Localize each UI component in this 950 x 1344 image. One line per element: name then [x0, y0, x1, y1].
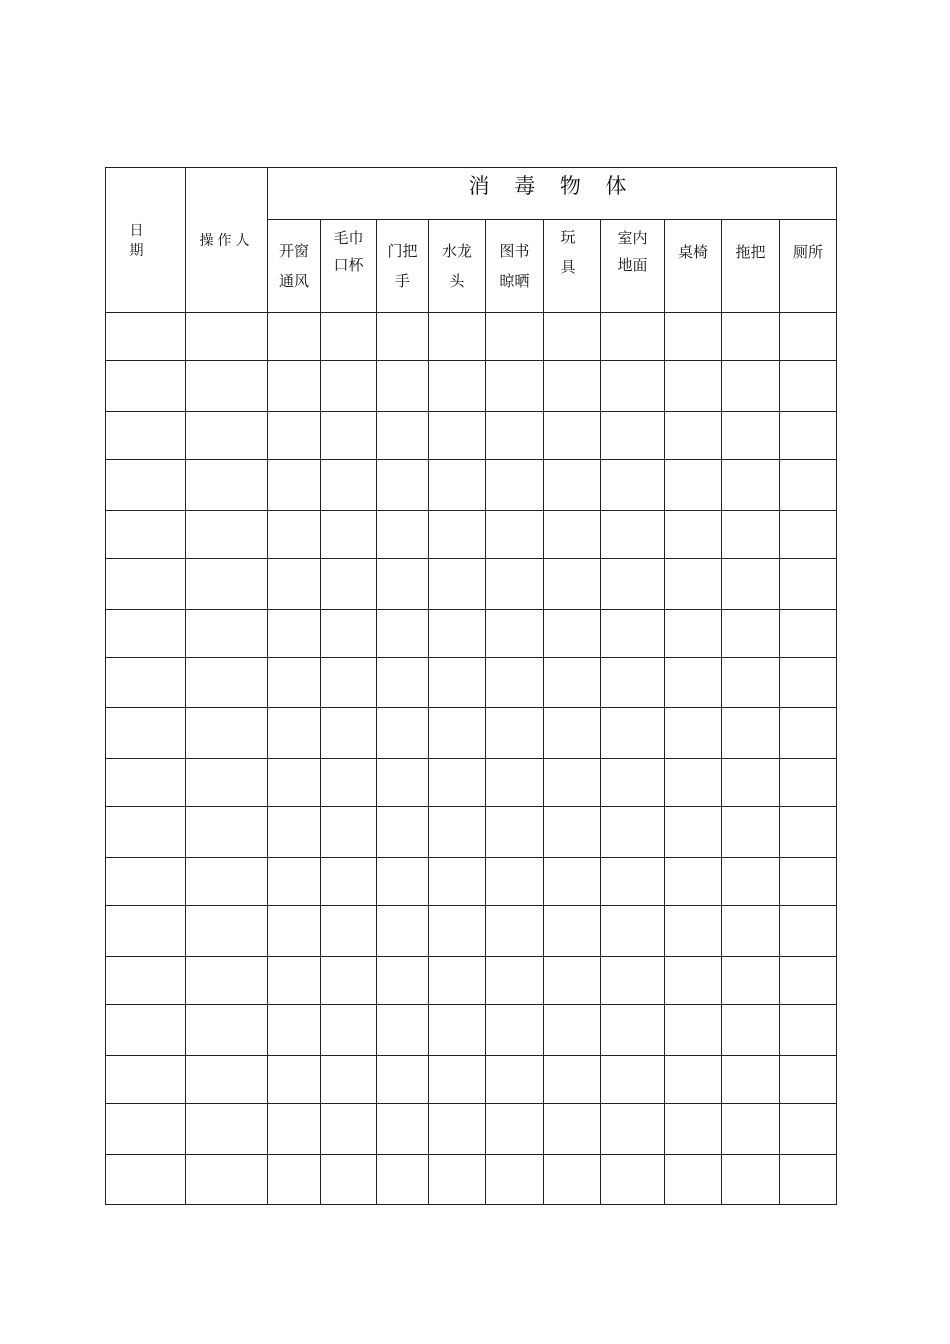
table-cell[interactable] — [544, 957, 601, 1005]
table-cell[interactable] — [601, 658, 665, 708]
column-header-window-ventilation: 开窗 通风 — [268, 220, 321, 313]
table-cell[interactable] — [186, 906, 268, 957]
table-cell[interactable] — [429, 759, 486, 807]
table-cell[interactable] — [321, 1155, 377, 1205]
table-cell[interactable] — [601, 313, 665, 361]
table-cell[interactable] — [665, 610, 722, 658]
disinfection-record-table — [105, 167, 837, 1205]
table-cell[interactable] — [186, 313, 268, 361]
table-cell[interactable] — [665, 708, 722, 759]
table-cell[interactable] — [780, 807, 837, 858]
table-cell[interactable] — [321, 361, 377, 412]
table-cell[interactable] — [544, 1155, 601, 1205]
table-cell[interactable] — [106, 858, 186, 906]
table-row — [106, 361, 837, 412]
table-cell[interactable] — [429, 708, 486, 759]
table-cell[interactable] — [544, 460, 601, 511]
table-cell[interactable] — [429, 1056, 486, 1104]
table-cell[interactable] — [186, 759, 268, 807]
table-cell[interactable] — [722, 906, 780, 957]
table-cell[interactable] — [544, 759, 601, 807]
table-row — [106, 610, 837, 658]
table-cell[interactable] — [377, 559, 429, 610]
table-cell[interactable] — [780, 313, 837, 361]
column-header-toys: 玩 具 — [544, 220, 601, 313]
table-cell[interactable] — [321, 708, 377, 759]
table-row — [106, 1005, 837, 1056]
table-cell[interactable] — [268, 807, 321, 858]
table-cell[interactable] — [429, 1104, 486, 1155]
table-cell[interactable] — [321, 511, 377, 559]
table-cell[interactable] — [106, 361, 186, 412]
column-header-faucet: 水龙 头 — [429, 220, 486, 313]
table-cell[interactable] — [186, 559, 268, 610]
table-cell[interactable] — [722, 361, 780, 412]
table-cell[interactable] — [377, 807, 429, 858]
table-cell[interactable] — [665, 807, 722, 858]
table-row — [106, 957, 837, 1005]
table-cell[interactable] — [544, 361, 601, 412]
table-cell[interactable] — [665, 759, 722, 807]
table-cell[interactable] — [486, 1104, 544, 1155]
table-cell[interactable] — [106, 1056, 186, 1104]
table-cell[interactable] — [780, 610, 837, 658]
table-cell[interactable] — [544, 559, 601, 610]
table-cell[interactable] — [601, 858, 665, 906]
table-cell[interactable] — [722, 957, 780, 1005]
table-cell[interactable] — [722, 1005, 780, 1056]
table-cell[interactable] — [106, 1155, 186, 1205]
table-cell[interactable] — [321, 313, 377, 361]
table-cell[interactable] — [186, 1056, 268, 1104]
table-cell[interactable] — [722, 658, 780, 708]
table-cell[interactable] — [665, 559, 722, 610]
disinfection-objects-title — [268, 168, 837, 220]
table-cell[interactable] — [268, 559, 321, 610]
table-cell[interactable] — [268, 1104, 321, 1155]
table-cell[interactable] — [429, 361, 486, 412]
table-cell[interactable] — [780, 858, 837, 906]
table-cell[interactable] — [601, 759, 665, 807]
table-cell[interactable] — [429, 412, 486, 460]
table-cell[interactable] — [321, 559, 377, 610]
table-cell[interactable] — [544, 412, 601, 460]
table-cell[interactable] — [429, 858, 486, 906]
table-cell[interactable] — [268, 759, 321, 807]
table-row — [106, 1104, 837, 1155]
table-cell[interactable] — [106, 460, 186, 511]
table-cell[interactable] — [486, 957, 544, 1005]
table-cell[interactable] — [429, 1155, 486, 1205]
table-cell[interactable] — [601, 906, 665, 957]
table-cell[interactable] — [486, 1005, 544, 1056]
table-cell[interactable] — [722, 1155, 780, 1205]
table-cell[interactable] — [722, 313, 780, 361]
table-cell[interactable] — [486, 460, 544, 511]
table-cell[interactable] — [377, 708, 429, 759]
table-cell[interactable] — [486, 858, 544, 906]
table-row — [106, 313, 837, 361]
table-cell[interactable] — [665, 1005, 722, 1056]
table-cell[interactable] — [321, 858, 377, 906]
table-cell[interactable] — [486, 412, 544, 460]
table-cell[interactable] — [429, 1005, 486, 1056]
table-cell[interactable] — [268, 1155, 321, 1205]
table-cell[interactable] — [601, 807, 665, 858]
table-cell[interactable] — [486, 906, 544, 957]
table-cell[interactable] — [544, 610, 601, 658]
table-cell[interactable] — [268, 313, 321, 361]
table-cell[interactable] — [377, 1005, 429, 1056]
table-cell[interactable] — [268, 412, 321, 460]
table-cell[interactable] — [429, 906, 486, 957]
table-cell[interactable] — [601, 610, 665, 658]
table-cell[interactable] — [601, 559, 665, 610]
table-cell[interactable] — [186, 1104, 268, 1155]
table-cell[interactable] — [780, 511, 837, 559]
table-cell[interactable] — [722, 610, 780, 658]
table-cell[interactable] — [268, 658, 321, 708]
column-header-towel-cup: 毛巾 口杯 — [321, 220, 377, 313]
table-cell[interactable] — [722, 858, 780, 906]
table-cell[interactable] — [601, 1005, 665, 1056]
table-row — [106, 1155, 837, 1205]
table-cell[interactable] — [321, 906, 377, 957]
table-cell[interactable] — [601, 412, 665, 460]
table-cell[interactable] — [268, 906, 321, 957]
table-cell[interactable] — [780, 1104, 837, 1155]
table-cell[interactable] — [429, 313, 486, 361]
column-header-book-drying: 图书 晾晒 — [486, 220, 544, 313]
table-row — [106, 559, 837, 610]
table-cell[interactable] — [377, 957, 429, 1005]
table-row — [106, 858, 837, 906]
table-cell[interactable] — [106, 957, 186, 1005]
table-cell[interactable] — [268, 858, 321, 906]
table-cell[interactable] — [780, 759, 837, 807]
table-cell[interactable] — [601, 957, 665, 1005]
table-cell[interactable] — [106, 759, 186, 807]
table-cell[interactable] — [486, 361, 544, 412]
table-cell[interactable] — [321, 957, 377, 1005]
table-cell[interactable] — [268, 460, 321, 511]
title-text: 消 毒 物 体 — [468, 174, 636, 198]
table-cell[interactable] — [321, 610, 377, 658]
table-cell[interactable] — [601, 1155, 665, 1205]
table-cell[interactable] — [377, 906, 429, 957]
table-cell[interactable] — [377, 759, 429, 807]
table-cell[interactable] — [665, 361, 722, 412]
table-cell[interactable] — [377, 511, 429, 559]
table-cell[interactable] — [377, 610, 429, 658]
table-cell[interactable] — [544, 708, 601, 759]
column-header-indoor-floor: 室内 地面 — [601, 220, 665, 313]
table-cell[interactable] — [268, 511, 321, 559]
table-cell[interactable] — [106, 708, 186, 759]
table-cell[interactable] — [106, 313, 186, 361]
table-cell[interactable] — [722, 559, 780, 610]
table-cell[interactable] — [780, 460, 837, 511]
table-cell[interactable] — [665, 1155, 722, 1205]
table-cell[interactable] — [486, 511, 544, 559]
table-cell[interactable] — [268, 1005, 321, 1056]
table-cell[interactable] — [665, 412, 722, 460]
table-row — [106, 1056, 837, 1104]
table-cell[interactable] — [722, 460, 780, 511]
column-header-tables-chairs: 桌椅 — [665, 220, 722, 313]
table-cell[interactable] — [486, 610, 544, 658]
table-cell[interactable] — [665, 1056, 722, 1104]
table-cell[interactable] — [486, 313, 544, 361]
table-cell[interactable] — [544, 1056, 601, 1104]
table-cell[interactable] — [377, 858, 429, 906]
table-cell[interactable] — [106, 511, 186, 559]
table-cell[interactable] — [321, 1056, 377, 1104]
table-cell[interactable] — [601, 708, 665, 759]
table-cell[interactable] — [601, 460, 665, 511]
table-cell[interactable] — [321, 658, 377, 708]
table-cell[interactable] — [665, 957, 722, 1005]
table-cell[interactable] — [106, 1005, 186, 1056]
table-cell[interactable] — [544, 313, 601, 361]
table-cell[interactable] — [268, 361, 321, 412]
table-row — [106, 759, 837, 807]
table-cell[interactable] — [780, 906, 837, 957]
table-cell[interactable] — [429, 957, 486, 1005]
table-cell[interactable] — [722, 511, 780, 559]
table-cell[interactable] — [321, 759, 377, 807]
table-cell[interactable] — [186, 658, 268, 708]
table-cell[interactable] — [106, 906, 186, 957]
table-cell[interactable] — [665, 906, 722, 957]
table-cell[interactable] — [486, 708, 544, 759]
table-cell[interactable] — [377, 658, 429, 708]
table-cell[interactable] — [106, 412, 186, 460]
table-row — [106, 906, 837, 957]
table-cell[interactable] — [429, 460, 486, 511]
table-cell[interactable] — [722, 412, 780, 460]
table-cell[interactable] — [780, 559, 837, 610]
table-cell[interactable] — [429, 658, 486, 708]
table-row — [106, 708, 837, 759]
table-cell[interactable] — [601, 361, 665, 412]
table-row — [106, 807, 837, 858]
table-cell[interactable] — [665, 858, 722, 906]
table-cell[interactable] — [377, 1155, 429, 1205]
table-cell[interactable] — [106, 1104, 186, 1155]
table-cell[interactable] — [186, 807, 268, 858]
table-cell[interactable] — [665, 658, 722, 708]
table-cell[interactable] — [186, 511, 268, 559]
table-cell[interactable] — [780, 1005, 837, 1056]
table-cell[interactable] — [186, 1155, 268, 1205]
table-cell[interactable] — [377, 361, 429, 412]
table-cell[interactable] — [544, 658, 601, 708]
table-cell[interactable] — [268, 957, 321, 1005]
table-cell[interactable] — [429, 610, 486, 658]
table-cell[interactable] — [486, 807, 544, 858]
table-cell[interactable] — [268, 708, 321, 759]
table-cell[interactable] — [722, 759, 780, 807]
table-cell[interactable] — [377, 460, 429, 511]
table-cell[interactable] — [321, 460, 377, 511]
table-cell[interactable] — [544, 1005, 601, 1056]
table-cell[interactable] — [601, 1056, 665, 1104]
date-header: 日 期 — [106, 168, 186, 313]
table-cell[interactable] — [106, 559, 186, 610]
table-cell[interactable] — [665, 1104, 722, 1155]
table-cell[interactable] — [486, 1056, 544, 1104]
table-cell[interactable] — [601, 511, 665, 559]
table-cell[interactable] — [544, 807, 601, 858]
table-cell[interactable] — [780, 361, 837, 412]
table-cell[interactable] — [486, 658, 544, 708]
table-cell[interactable] — [665, 511, 722, 559]
header-row-main — [106, 168, 837, 220]
table-cell[interactable] — [186, 1005, 268, 1056]
table-row — [106, 511, 837, 559]
table-cell[interactable] — [321, 1005, 377, 1056]
table-cell[interactable] — [722, 1104, 780, 1155]
table-cell[interactable] — [544, 906, 601, 957]
table-cell[interactable] — [429, 807, 486, 858]
table-cell[interactable] — [268, 610, 321, 658]
table-cell[interactable] — [780, 708, 837, 759]
column-header-mop: 拖把 — [722, 220, 780, 313]
table-cell[interactable] — [321, 807, 377, 858]
table-cell[interactable] — [186, 708, 268, 759]
table-cell[interactable] — [429, 511, 486, 559]
table-cell[interactable] — [486, 559, 544, 610]
table-cell[interactable] — [722, 807, 780, 858]
table-cell[interactable] — [780, 1056, 837, 1104]
table-row — [106, 460, 837, 511]
table-cell[interactable] — [544, 511, 601, 559]
table-cell[interactable] — [377, 313, 429, 361]
table-row — [106, 658, 837, 708]
table-cell[interactable] — [377, 412, 429, 460]
table-cell[interactable] — [544, 858, 601, 906]
table-cell[interactable] — [665, 460, 722, 511]
operator-header: 操作人 — [186, 168, 268, 313]
table-cell[interactable] — [186, 858, 268, 906]
column-header-toilet: 厕所 — [780, 220, 837, 313]
table-cell[interactable] — [486, 1155, 544, 1205]
table-cell[interactable] — [268, 1056, 321, 1104]
table-cell[interactable] — [780, 957, 837, 1005]
table-cell[interactable] — [186, 610, 268, 658]
table-cell[interactable] — [186, 412, 268, 460]
table-cell[interactable] — [186, 460, 268, 511]
table-cell[interactable] — [106, 807, 186, 858]
table-cell[interactable] — [601, 1104, 665, 1155]
table-cell[interactable] — [377, 1104, 429, 1155]
table-cell[interactable] — [106, 658, 186, 708]
column-header-door-handle: 门把 手 — [377, 220, 429, 313]
table-cell[interactable] — [486, 759, 544, 807]
table-cell[interactable] — [186, 957, 268, 1005]
table-cell[interactable] — [429, 559, 486, 610]
table-cell[interactable] — [722, 708, 780, 759]
table-cell[interactable] — [780, 412, 837, 460]
table-cell[interactable] — [665, 313, 722, 361]
table-row — [106, 412, 837, 460]
table-cell[interactable] — [780, 658, 837, 708]
table-cell[interactable] — [321, 412, 377, 460]
table-cell[interactable] — [722, 1056, 780, 1104]
table-cell[interactable] — [544, 1104, 601, 1155]
table-cell[interactable] — [780, 1155, 837, 1205]
table-cell[interactable] — [377, 1056, 429, 1104]
table-cell[interactable] — [186, 361, 268, 412]
table-cell[interactable] — [106, 610, 186, 658]
table-cell[interactable] — [321, 1104, 377, 1155]
